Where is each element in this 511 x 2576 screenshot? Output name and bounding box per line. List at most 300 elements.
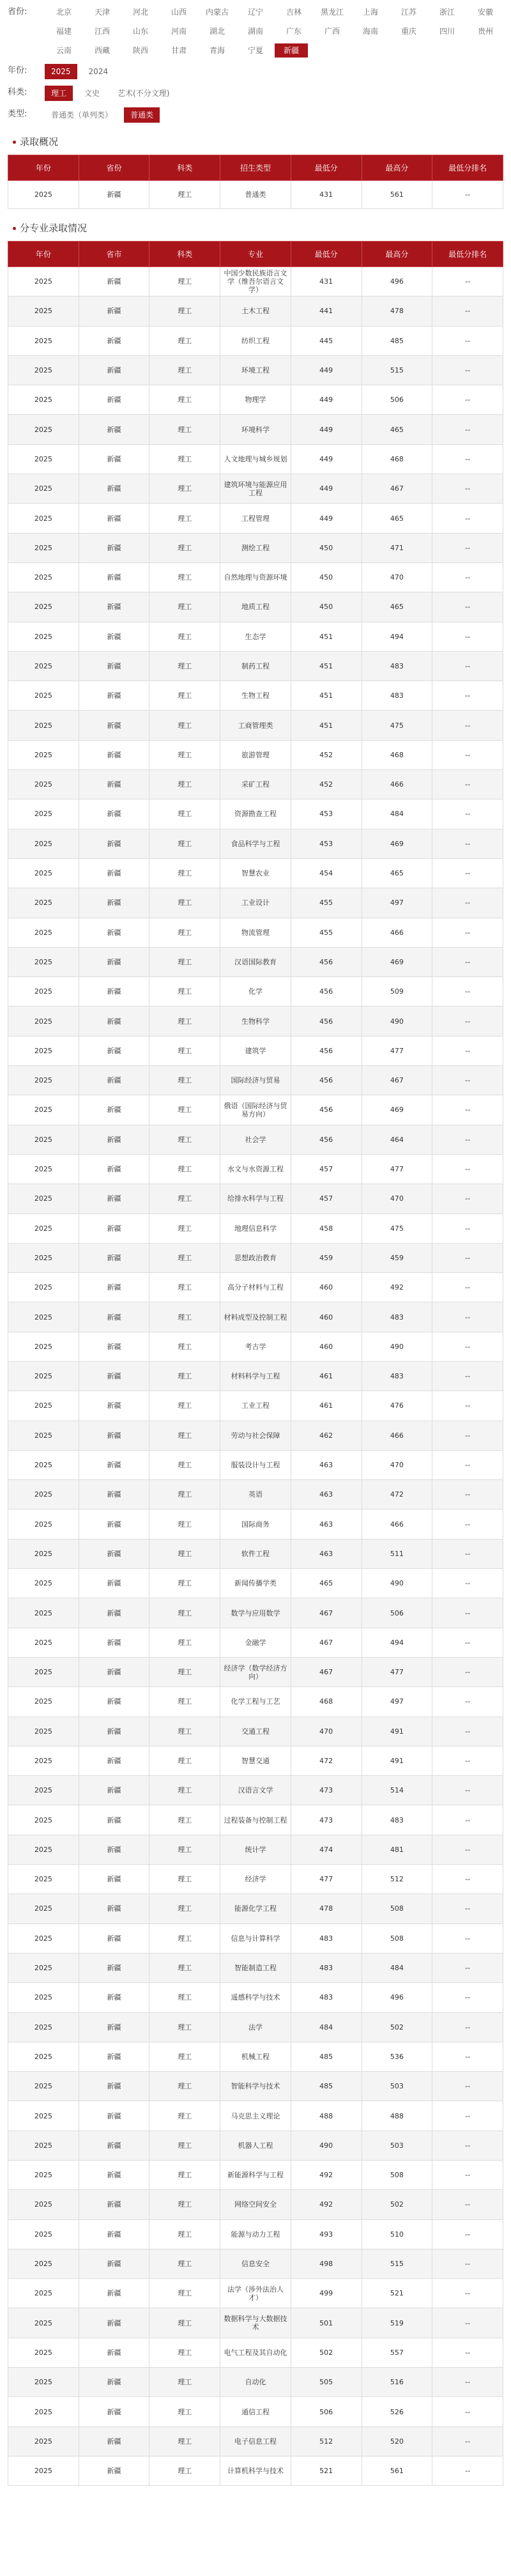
table-cell: -- [432, 799, 503, 829]
column-header: 科类 [149, 155, 220, 181]
table-cell: 新疆 [79, 651, 149, 681]
table-cell: 新疆 [79, 1184, 149, 1214]
table-cell: -- [432, 1835, 503, 1864]
table-cell: 理工 [149, 1687, 220, 1716]
table-cell: -- [432, 267, 503, 297]
year-list [45, 64, 114, 79]
table-row [8, 2397, 503, 2426]
table-row [8, 2426, 503, 2456]
table-cell: 508 [362, 1894, 432, 1924]
column-header: 省份 [79, 155, 149, 181]
table-cell: 新疆 [79, 2338, 149, 2367]
table-cell: 电子信息工程 [220, 2426, 291, 2456]
table-cell: 501 [291, 2308, 362, 2338]
table-cell: -- [432, 1421, 503, 1450]
table-cell: 456 [291, 947, 362, 976]
table-cell: -- [432, 2249, 503, 2278]
table-cell: 492 [291, 2190, 362, 2219]
table-cell: -- [432, 1776, 503, 1805]
table-cell: 2025 [8, 2279, 79, 2308]
table-cell: 理工 [149, 770, 220, 799]
province-option[interactable]: 广东 [286, 27, 301, 36]
table-cell: 477 [291, 1865, 362, 1894]
table-cell: 理工 [149, 1865, 220, 1894]
table-cell: 新疆 [79, 1006, 149, 1036]
table-cell: 法学 [220, 2012, 291, 2042]
province-option[interactable]: 甘肃 [171, 46, 187, 55]
table-cell: 2025 [8, 770, 79, 799]
table-cell: 国际经济与贸易 [220, 1066, 291, 1095]
table-cell: 理工 [149, 1657, 220, 1686]
table-cell: 503 [362, 2131, 432, 2160]
table-cell: 理工 [149, 385, 220, 415]
province-option[interactable]: 内蒙古 [205, 8, 229, 17]
table-cell: 工业工程 [220, 1391, 291, 1421]
type-filter [8, 107, 503, 123]
table-cell: 491 [362, 1746, 432, 1775]
table-cell: 468 [362, 740, 432, 769]
table-cell: 488 [362, 2101, 432, 2131]
table-cell: -- [432, 1036, 503, 1065]
table-cell: -- [432, 326, 503, 355]
table-row [8, 1302, 503, 1332]
table-cell: -- [432, 1953, 503, 1982]
table-cell: 515 [362, 355, 432, 385]
province-option[interactable]: 重庆 [400, 27, 416, 36]
table-cell: 物流管理 [220, 918, 291, 947]
table-cell: 理工 [149, 888, 220, 918]
table-cell: 新疆 [79, 385, 149, 415]
table-cell: -- [432, 1391, 503, 1421]
table-cell: 理工 [149, 1924, 220, 1953]
table-cell: 理工 [149, 1480, 220, 1509]
table-cell: 新疆 [79, 1154, 149, 1184]
table-cell: 2025 [8, 711, 79, 740]
table-cell: 理工 [149, 1184, 220, 1214]
table-row [8, 533, 503, 562]
table-cell: 新疆 [79, 1598, 149, 1628]
table-cell: 理工 [149, 181, 220, 209]
table-cell: 新疆 [79, 326, 149, 355]
majors-section-title [8, 220, 503, 236]
province-option[interactable]: 西藏 [94, 46, 110, 55]
province-option[interactable]: 四川 [439, 27, 455, 36]
table-cell: 统计学 [220, 1835, 291, 1864]
table-cell: 新疆 [79, 2012, 149, 2042]
table-row [8, 2190, 503, 2219]
table-row [8, 1539, 503, 1568]
table-cell: 理工 [149, 622, 220, 651]
table-cell: -- [432, 1243, 503, 1272]
column-header: 专业 [220, 242, 291, 267]
table-cell: 468 [362, 444, 432, 474]
table-cell: 理工 [149, 1273, 220, 1302]
province-option[interactable]: 湖北 [209, 27, 225, 36]
table-cell: 2025 [8, 2161, 79, 2190]
table-cell: 459 [362, 1243, 432, 1272]
table-cell: 新疆 [79, 415, 149, 444]
table-cell: 465 [362, 504, 432, 533]
table-cell: -- [432, 1480, 503, 1509]
table-cell: 新疆 [79, 681, 149, 711]
table-cell: 俄语（国际经济与贸易方向） [220, 1095, 291, 1125]
table-cell: 2025 [8, 562, 79, 592]
table-cell: 理工 [149, 2308, 220, 2338]
province-option[interactable]: 云南 [56, 46, 72, 55]
table-cell: 新疆 [79, 1214, 149, 1243]
table-row [8, 1125, 503, 1154]
column-header: 招生类型 [220, 155, 291, 181]
table-cell: 2025 [8, 1332, 79, 1361]
table-cell: -- [432, 681, 503, 711]
table-cell: 理工 [149, 947, 220, 976]
table-cell: 2025 [8, 2101, 79, 2131]
table-cell: 2025 [8, 1865, 79, 1894]
table-cell: 492 [362, 1273, 432, 1302]
table-cell: 地质工程 [220, 592, 291, 622]
table-cell: -- [432, 1450, 503, 1479]
table-cell: 511 [362, 1539, 432, 1568]
table-cell: 456 [291, 1125, 362, 1154]
province-option[interactable]: 广西 [324, 27, 340, 36]
table-cell: 506 [362, 385, 432, 415]
table-cell: 理工 [149, 415, 220, 444]
table-cell: 2025 [8, 1509, 79, 1539]
table-cell: 483 [362, 1361, 432, 1391]
table-cell: 472 [362, 1480, 432, 1509]
type-option[interactable]: 普通类（单列类） [51, 111, 113, 120]
table-cell: -- [432, 2279, 503, 2308]
table-cell: 465 [362, 858, 432, 888]
table-cell: -- [432, 474, 503, 504]
year-option[interactable]: 2025 [45, 64, 77, 79]
table-cell: 地理信息科学 [220, 1214, 291, 1243]
table-cell: 网络空间安全 [220, 2190, 291, 2219]
table-cell: 475 [362, 1214, 432, 1243]
table-row [8, 444, 503, 474]
table-cell: 新疆 [79, 474, 149, 504]
table-cell: 2025 [8, 1480, 79, 1509]
table-cell: 新疆 [79, 1066, 149, 1095]
table-cell: 497 [362, 888, 432, 918]
table-cell: 新疆 [79, 1361, 149, 1391]
table-cell: 过程装备与控制工程 [220, 1805, 291, 1835]
province-option[interactable]: 辽宁 [247, 8, 263, 17]
subject-list [45, 86, 176, 101]
table-cell: 477 [362, 1657, 432, 1686]
table-cell: -- [432, 1154, 503, 1184]
table-cell: 测绘工程 [220, 533, 291, 562]
table-cell: 旅游管理 [220, 740, 291, 769]
table-cell: 2025 [8, 2249, 79, 2278]
table-cell: -- [432, 977, 503, 1006]
table-row [8, 326, 503, 355]
province-option[interactable]: 福建 [56, 27, 72, 36]
table-cell: -- [432, 2072, 503, 2101]
table-cell: 451 [291, 622, 362, 651]
table-cell: 软件工程 [220, 1539, 291, 1568]
table-cell: 新疆 [79, 2101, 149, 2131]
table-cell: 460 [291, 1302, 362, 1332]
table-cell: 理工 [149, 1746, 220, 1775]
table-cell: 498 [291, 2249, 362, 2278]
province-option[interactable]: 江西 [94, 27, 110, 36]
table-cell: 2025 [8, 2012, 79, 2042]
summary-body [8, 181, 503, 209]
table-cell: 2025 [8, 1421, 79, 1450]
table-cell: -- [432, 2131, 503, 2160]
subject-option[interactable]: 艺术(不分文理) [118, 89, 170, 98]
table-cell: 理工 [149, 2426, 220, 2456]
table-cell: 472 [291, 1746, 362, 1775]
table-cell: 新疆 [79, 1569, 149, 1598]
table-cell: 金融学 [220, 1628, 291, 1657]
bullet-icon [13, 227, 16, 230]
province-option[interactable]: 海南 [362, 27, 378, 36]
table-cell: 2025 [8, 267, 79, 297]
province-option[interactable]: 山西 [171, 8, 187, 17]
table-cell: 485 [291, 2042, 362, 2071]
column-header: 最低分 [291, 155, 362, 181]
province-option[interactable]: 新疆 [275, 43, 308, 58]
type-list [45, 107, 160, 123]
table-cell: 452 [291, 770, 362, 799]
table-cell: 2025 [8, 1716, 79, 1746]
summary-table-wrap [8, 155, 503, 209]
table-cell: 理工 [149, 1243, 220, 1272]
table-row [8, 2456, 503, 2485]
table-cell: 463 [291, 1539, 362, 1568]
table-cell: 449 [291, 415, 362, 444]
table-cell: -- [432, 444, 503, 474]
table-cell: 483 [362, 681, 432, 711]
table-cell: 466 [362, 918, 432, 947]
table-cell: 新疆 [79, 622, 149, 651]
province-option[interactable]: 天津 [94, 8, 110, 17]
table-cell: 2025 [8, 2131, 79, 2160]
table-cell: 449 [291, 444, 362, 474]
table-cell: 453 [291, 829, 362, 858]
province-option[interactable]: 宁夏 [247, 46, 263, 55]
table-cell: 新疆 [79, 2426, 149, 2456]
table-cell: 智慧交通 [220, 1746, 291, 1775]
table-row [8, 711, 503, 740]
table-cell: 499 [291, 2279, 362, 2308]
table-cell: 新疆 [79, 181, 149, 209]
table-cell: -- [432, 297, 503, 326]
table-cell: 新疆 [79, 297, 149, 326]
table-cell: 新疆 [79, 2456, 149, 2485]
table-cell: 536 [362, 2042, 432, 2071]
table-row [8, 504, 503, 533]
table-cell: 494 [362, 622, 432, 651]
table-row [8, 1036, 503, 1065]
province-option[interactable]: 黑龙江 [320, 8, 344, 17]
table-cell: 465 [291, 1569, 362, 1598]
table-cell: 2025 [8, 444, 79, 474]
table-row [8, 888, 503, 918]
province-option[interactable]: 陕西 [132, 46, 148, 55]
table-cell: 理工 [149, 1776, 220, 1805]
table-row [8, 858, 503, 888]
table-cell: 449 [291, 474, 362, 504]
year-option[interactable]: 2024 [88, 67, 109, 76]
table-cell: 电气工程及其自动化 [220, 2338, 291, 2367]
table-cell: 508 [362, 1924, 432, 1953]
table-cell: 新疆 [79, 1302, 149, 1332]
table-cell: -- [432, 651, 503, 681]
table-cell: 2025 [8, 2397, 79, 2426]
table-cell: 516 [362, 2368, 432, 2397]
table-cell: 理工 [149, 1598, 220, 1628]
province-option[interactable]: 安徽 [477, 8, 493, 17]
table-cell: -- [432, 1214, 503, 1243]
table-cell: -- [432, 1924, 503, 1953]
column-header: 最低分 [291, 242, 362, 267]
table-cell: 中国少数民族语言文学（维吾尔语言文学） [220, 267, 291, 297]
table-row [8, 1776, 503, 1805]
table-cell: -- [432, 1746, 503, 1775]
table-cell: 理工 [149, 1835, 220, 1864]
table-cell: 451 [291, 711, 362, 740]
table-cell: 483 [362, 1302, 432, 1332]
table-cell: 470 [291, 1716, 362, 1746]
table-cell: 2025 [8, 740, 79, 769]
table-cell: 2025 [8, 533, 79, 562]
table-cell: 509 [362, 977, 432, 1006]
table-cell: 2025 [8, 858, 79, 888]
table-cell: 理工 [149, 2042, 220, 2071]
province-option[interactable]: 山东 [132, 27, 148, 36]
table-row [8, 651, 503, 681]
table-row [8, 181, 503, 209]
table-cell: 新疆 [79, 2190, 149, 2219]
table-cell: 经济学（数学经济方向） [220, 1657, 291, 1686]
table-cell: 理工 [149, 444, 220, 474]
table-cell: 2025 [8, 355, 79, 385]
table-row [8, 1687, 503, 1716]
table-cell: 483 [291, 1924, 362, 1953]
majors-table [8, 241, 503, 2486]
table-row [8, 1066, 503, 1095]
table-cell: 信息安全 [220, 2249, 291, 2278]
table-row [8, 2042, 503, 2071]
table-cell: 460 [291, 1332, 362, 1361]
table-cell: 2025 [8, 888, 79, 918]
province-filter [8, 5, 503, 58]
table-cell: 452 [291, 740, 362, 769]
table-cell: 561 [362, 181, 432, 209]
table-cell: 467 [291, 1628, 362, 1657]
province-option[interactable]: 河南 [171, 27, 187, 36]
table-cell: 理工 [149, 2456, 220, 2485]
table-row [8, 2131, 503, 2160]
table-cell: 461 [291, 1391, 362, 1421]
table-cell: 新疆 [79, 1657, 149, 1686]
table-cell: 新疆 [79, 2279, 149, 2308]
table-cell: 449 [291, 504, 362, 533]
table-cell: -- [432, 2308, 503, 2338]
table-cell: 机器人工程 [220, 2131, 291, 2160]
table-cell: 485 [291, 2072, 362, 2101]
table-cell: 2025 [8, 1776, 79, 1805]
table-cell: 新疆 [79, 533, 149, 562]
table-cell: 新疆 [79, 740, 149, 769]
province-option[interactable]: 江苏 [400, 8, 416, 17]
table-cell: -- [432, 888, 503, 918]
table-cell: 488 [291, 2101, 362, 2131]
table-cell: 470 [362, 562, 432, 592]
province-list [45, 5, 505, 58]
province-option[interactable]: 上海 [362, 8, 378, 17]
table-cell: 新闻传播学类 [220, 1569, 291, 1598]
table-cell: 2025 [8, 2338, 79, 2367]
table-cell: 2025 [8, 1953, 79, 1982]
type-option[interactable]: 普通类 [124, 107, 160, 123]
province-option[interactable]: 青海 [209, 46, 225, 55]
province-option[interactable]: 北京 [56, 8, 72, 17]
table-cell: 理工 [149, 1361, 220, 1391]
table-cell: 470 [362, 1184, 432, 1214]
table-cell: 515 [362, 2249, 432, 2278]
table-cell: 2025 [8, 1894, 79, 1924]
table-cell: 2025 [8, 1214, 79, 1243]
table-cell: 484 [291, 2012, 362, 2042]
table-cell: 新疆 [79, 2042, 149, 2071]
table-cell: 458 [291, 1214, 362, 1243]
table-cell: 纺织工程 [220, 326, 291, 355]
table-cell: 材料成型及控制工程 [220, 1302, 291, 1332]
province-option[interactable]: 浙江 [439, 8, 455, 17]
table-cell: -- [432, 1006, 503, 1036]
table-cell: 新能源科学与工程 [220, 2161, 291, 2190]
table-cell: 474 [291, 1835, 362, 1864]
table-row [8, 474, 503, 504]
summary-section-title [8, 134, 503, 150]
table-cell: 新疆 [79, 977, 149, 1006]
province-option[interactable]: 贵州 [477, 27, 493, 36]
table-row [8, 1273, 503, 1302]
table-cell: 2025 [8, 2368, 79, 2397]
table-cell: 智能科学与技术 [220, 2072, 291, 2101]
table-cell: 食品科学与工程 [220, 829, 291, 858]
table-cell: 467 [362, 474, 432, 504]
table-cell: 502 [362, 2190, 432, 2219]
table-row [8, 1480, 503, 1509]
table-cell: 理工 [149, 355, 220, 385]
table-cell: 新疆 [79, 1509, 149, 1539]
subject-option[interactable]: 文史 [84, 89, 100, 98]
table-cell: 自动化 [220, 2368, 291, 2397]
table-cell: -- [432, 1569, 503, 1598]
table-row [8, 2161, 503, 2190]
table-cell: -- [432, 1509, 503, 1539]
table-cell: 新疆 [79, 947, 149, 976]
table-cell: -- [432, 385, 503, 415]
table-cell: 理工 [149, 2012, 220, 2042]
table-cell: -- [432, 1716, 503, 1746]
province-option[interactable]: 吉林 [286, 8, 301, 17]
table-cell: 463 [291, 1480, 362, 1509]
subject-option[interactable]: 理工 [45, 86, 73, 101]
table-cell: -- [432, 2042, 503, 2071]
table-cell: -- [432, 1273, 503, 1302]
table-cell: 生态学 [220, 622, 291, 651]
table-row [8, 1865, 503, 1894]
province-option[interactable]: 湖南 [247, 27, 263, 36]
province-option[interactable]: 河北 [132, 8, 148, 17]
table-cell: 2025 [8, 799, 79, 829]
